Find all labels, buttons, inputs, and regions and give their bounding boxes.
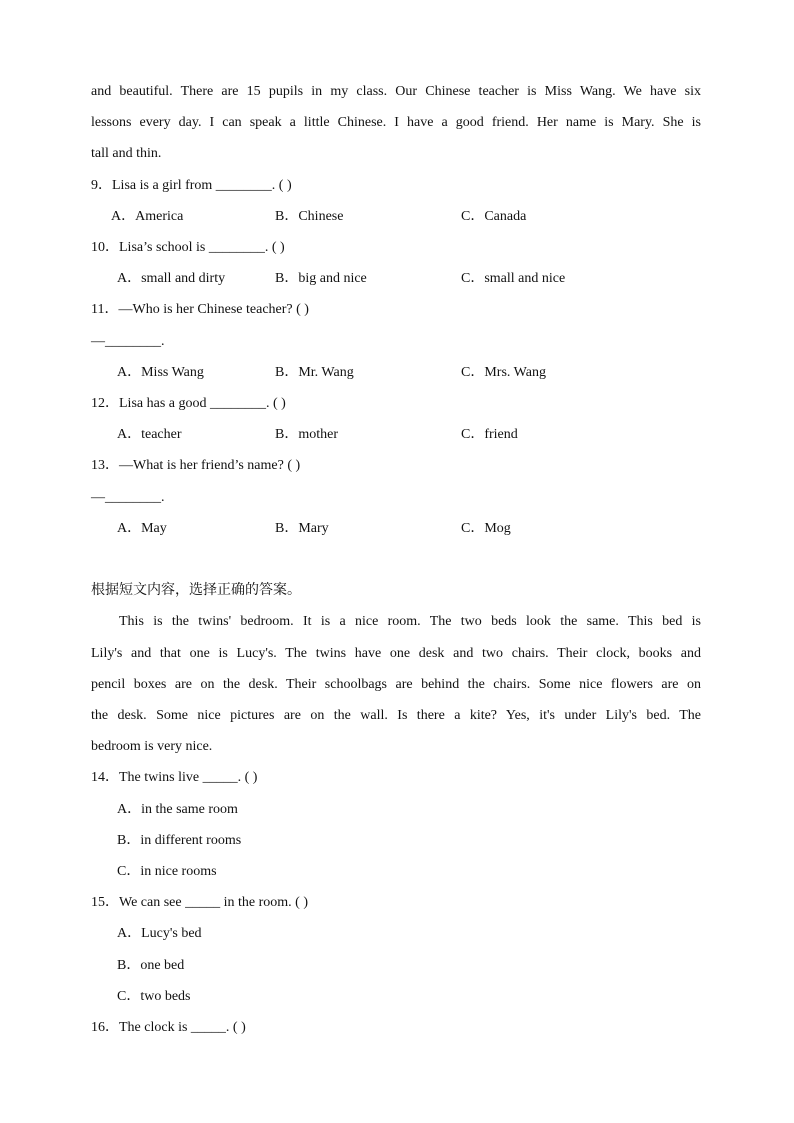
question-16-stem: 16．The clock is _____. ( ) — [91, 1020, 246, 1035]
passage1-line-1: and beautiful. There are 15 pupils in my class. Our Chinese teacher is Miss Wang. We have six — [91, 84, 701, 99]
question-10-option-b[interactable]: B．big and nice — [275, 271, 367, 286]
question-12-option-c[interactable]: C．friend — [461, 427, 518, 442]
passage2-line-2: Lily's and that one is Lucy's. The twins have one desk and two chairs. Their clock, books and — [91, 646, 701, 661]
section2-instruction: 根据短文内容，选择正确的答案。 — [91, 582, 301, 598]
question-15-option-c[interactable]: C．two beds — [117, 989, 191, 1004]
question-9-stem: 9．Lisa is a girl from ________. ( ) — [91, 178, 292, 193]
question-15-option-a[interactable]: A．Lucy's bed — [117, 926, 202, 941]
question-11-answer-line: —________. — [91, 334, 165, 349]
passage2-line-4: the desk. Some nice pictures are on the wall. Is there a kite? Yes, it's under Lily's bed. The — [91, 708, 701, 723]
passage2-line-1: This is the twins' bedroom. It is a nice room. The two beds look the same. This bed is — [119, 614, 701, 629]
question-10-option-a[interactable]: A．small and dirty — [117, 271, 226, 286]
question-14-option-a[interactable]: A．in the same room — [117, 802, 238, 817]
question-9-option-c[interactable]: C．Canada — [461, 209, 527, 224]
question-13-answer-line: —________. — [91, 490, 165, 505]
question-11-option-c[interactable]: C．Mrs. Wang — [461, 365, 546, 380]
passage2-line-3: pencil boxes are on the desk. Their schoolbags are behind the chairs. Some nice flowers are on — [91, 677, 701, 692]
question-10-stem: 10．Lisa’s school is ________. ( ) — [91, 240, 285, 255]
question-13-option-b[interactable]: B．Mary — [275, 521, 329, 536]
question-12-stem: 12．Lisa has a good ________. ( ) — [91, 396, 286, 411]
question-15-option-b[interactable]: B．one bed — [117, 958, 185, 973]
question-12-option-b[interactable]: B．mother — [275, 427, 338, 442]
question-11-option-b[interactable]: B．Mr. Wang — [275, 365, 354, 380]
passage1-line-3: tall and thin. — [91, 146, 162, 161]
question-15-stem: 15．We can see _____ in the room. ( ) — [91, 895, 308, 910]
question-9-option-b[interactable]: B．Chinese — [275, 209, 344, 224]
question-14-stem: 14．The twins live _____. ( ) — [91, 770, 258, 785]
passage1-line-2: lessons every day. I can speak a little Chinese. I have a good friend. Her name is Mary. She is — [91, 115, 701, 130]
question-13-option-c[interactable]: C．Mog — [461, 521, 511, 536]
question-14-option-c[interactable]: C．in nice rooms — [117, 864, 217, 879]
question-14-option-b[interactable]: B．in different rooms — [117, 833, 242, 848]
question-13-stem: 13．—What is her friend’s name? ( ) — [91, 458, 301, 473]
passage2-line-5: bedroom is very nice. — [91, 739, 213, 754]
question-13-option-a[interactable]: A．May — [117, 521, 167, 536]
question-12-option-a[interactable]: A．teacher — [117, 427, 182, 442]
question-11-option-a[interactable]: A．Miss Wang — [117, 365, 204, 380]
question-9-option-a[interactable]: A．America — [111, 209, 184, 224]
question-11-stem: 11．—Who is her Chinese teacher? ( ) — [91, 302, 309, 317]
question-10-option-c[interactable]: C．small and nice — [461, 271, 566, 286]
